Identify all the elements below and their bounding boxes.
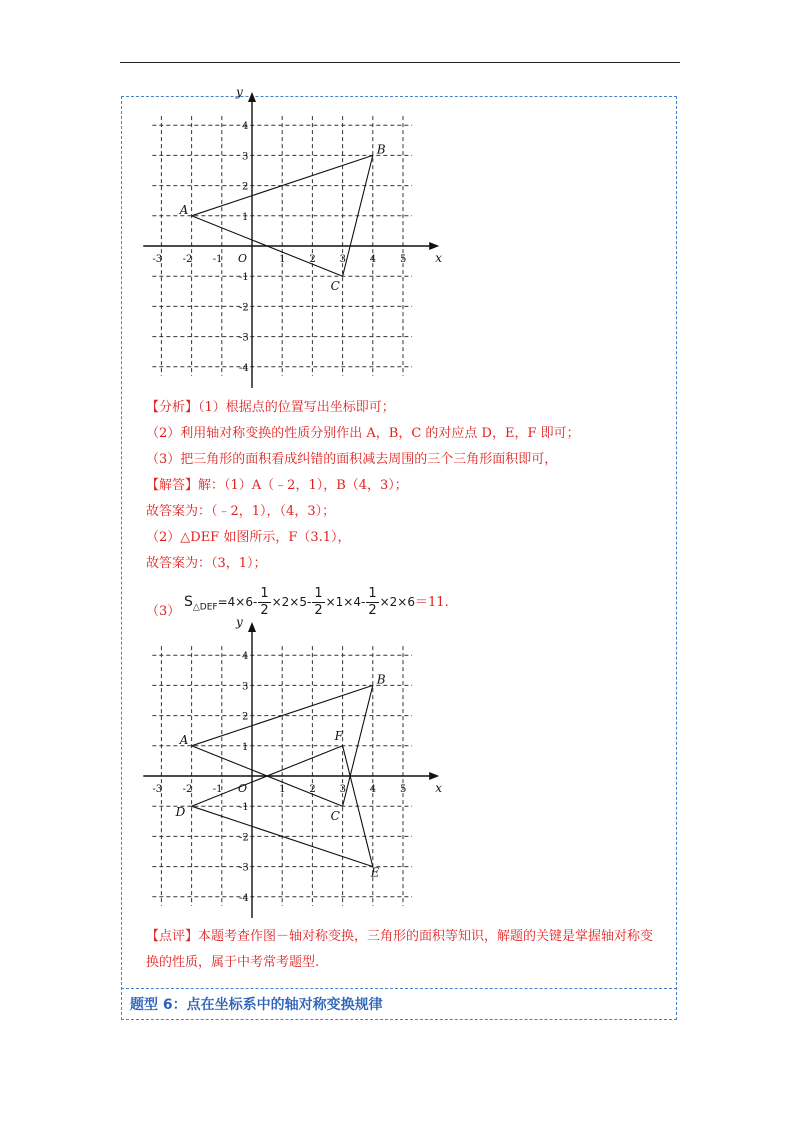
triangle-edge	[343, 155, 373, 276]
point-label-b: B	[376, 672, 386, 687]
x-tick-label: 2	[309, 254, 316, 265]
y-axis-arrow	[248, 92, 256, 102]
y-tick-label: 3	[242, 681, 249, 693]
formula-body	[184, 586, 449, 619]
comment-text: 本题考查作图－轴对称变换，三角形的面积等知识，解题的关键是掌握轴对称变换的性质，属于中考常考题型.	[146, 929, 654, 970]
x-axis-label: x	[435, 781, 442, 795]
analysis-label: 【分析】	[146, 400, 199, 415]
coordinate-graph-2	[140, 615, 442, 920]
formula-term-1: ×2×5-	[271, 595, 312, 609]
x-tick-label: -3	[152, 254, 163, 265]
comment-label: 【点评】	[146, 929, 199, 944]
fraction-den: 2	[314, 603, 323, 618]
point-label-f: F	[334, 728, 343, 743]
fraction-2	[312, 586, 324, 619]
fraction-3	[366, 586, 378, 619]
x-tick-label: 5	[400, 254, 407, 265]
formula-prefix: （3）	[146, 604, 181, 619]
x-tick-label: -3	[152, 784, 163, 795]
point-label-d: D	[175, 805, 186, 820]
fraction-num: 1	[260, 586, 269, 601]
x-tick-label: 3	[339, 254, 346, 265]
solution-line-4: 故答案为：（3，1）；	[146, 556, 267, 571]
origin-label: O	[238, 782, 248, 795]
x-tick-label: 1	[279, 254, 286, 265]
x-tick-label: 5	[400, 784, 407, 795]
fraction-den: 2	[260, 603, 269, 618]
y-axis-arrow	[248, 622, 256, 632]
y-tick-label: -4	[239, 892, 249, 904]
y-tick-label: 3	[242, 151, 249, 163]
analysis-line-3: （3）把三角形的面积看成纠错的面积减去周围的三个三角形面积即可，	[146, 452, 558, 467]
y-axis-label: y	[236, 615, 243, 630]
triangle-edge	[343, 685, 373, 806]
y-tick-label: 2	[242, 711, 249, 723]
analysis-text-1: （1）根据点的位置写出坐标即可；	[198, 400, 395, 415]
solution-line-1	[146, 476, 408, 496]
analysis-line-1	[146, 398, 395, 418]
solution-label: 【解答】	[146, 478, 199, 493]
point-label-c: C	[330, 279, 340, 294]
y-tick-label: 4	[242, 651, 249, 663]
y-tick-label: 4	[242, 121, 249, 133]
y-tick-label: 2	[242, 181, 249, 193]
x-tick-label: 3	[339, 784, 346, 795]
y-tick-label: -4	[239, 362, 249, 374]
y-axis-label: y	[236, 85, 243, 100]
point-label-b: B	[376, 142, 386, 157]
coordinate-graph-1	[140, 85, 442, 390]
formula-term-3: ×2×6	[379, 595, 415, 609]
fraction-1	[258, 586, 270, 619]
point-label-a: A	[179, 202, 189, 217]
y-tick-label: 1	[242, 211, 249, 223]
formula-s: S	[184, 594, 193, 610]
point-label-c: C	[330, 809, 340, 824]
comment-paragraph	[146, 924, 666, 976]
y-tick-label: -1	[239, 802, 249, 814]
fraction-den: 2	[368, 603, 377, 618]
section-separator	[121, 988, 677, 989]
origin-label: O	[238, 252, 248, 265]
y-tick-label: -2	[239, 302, 249, 314]
x-tick-label: -1	[212, 784, 223, 795]
solution-text-1: 解：（1）A（﹣2，1），B（4，3）；	[198, 478, 408, 493]
y-tick-label: -3	[239, 332, 249, 344]
point-label-e: E	[370, 865, 380, 880]
fraction-num: 1	[368, 586, 377, 601]
x-tick-label: 2	[309, 784, 316, 795]
x-axis-arrow	[429, 242, 439, 250]
formula-term-2: ×1×4-	[325, 595, 366, 609]
x-tick-label: -2	[182, 254, 193, 265]
y-tick-label: -3	[239, 862, 249, 874]
y-tick-label: -1	[239, 272, 249, 284]
x-tick-label: 4	[369, 254, 377, 265]
analysis-line-2: （2）利用轴对称变换的性质分别作出 A，B，C 的对应点 D，E，F 即可；	[146, 426, 580, 441]
solution-line-3: （2）△DEF 如图所示，F（3.1），	[146, 530, 351, 545]
fraction-num: 1	[314, 586, 323, 601]
formula-result: ＝11.	[415, 595, 449, 610]
solution-line-2: 故答案为：（﹣2，1），（4，3）；	[146, 504, 336, 519]
x-axis-arrow	[429, 772, 439, 780]
y-tick-label: -2	[239, 832, 249, 844]
formula-term-0: =4×6-	[217, 595, 258, 609]
triangle-edge	[343, 746, 373, 867]
y-tick-label: 1	[242, 741, 249, 753]
point-label-a: A	[179, 732, 189, 747]
section-title: 题型 6：点在坐标系中的轴对称变换规律	[130, 997, 383, 1013]
x-tick-label: -2	[182, 784, 193, 795]
x-tick-label: 1	[279, 784, 286, 795]
x-axis-label: x	[435, 251, 442, 265]
x-tick-label: 4	[369, 784, 377, 795]
formula-sub: △DEF	[192, 602, 218, 613]
header-rule	[120, 62, 680, 63]
x-tick-label: -1	[212, 254, 223, 265]
